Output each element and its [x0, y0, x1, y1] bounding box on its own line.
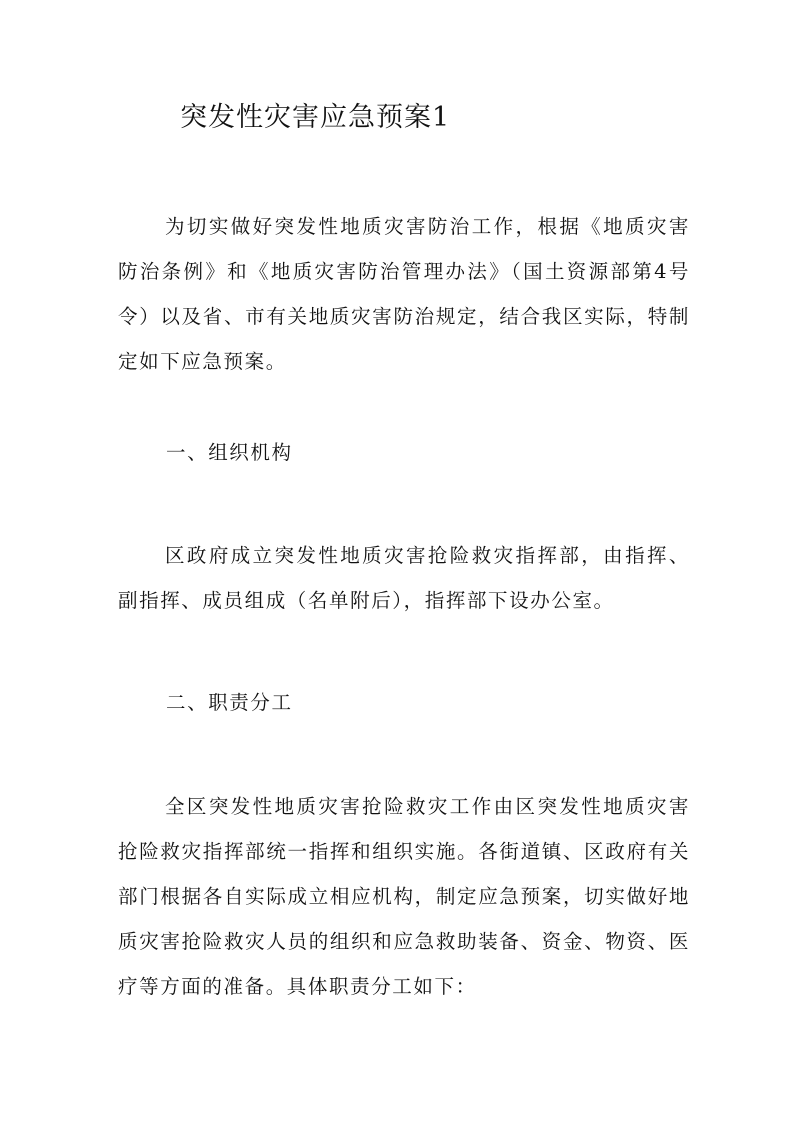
intro-paragraph: 为切实做好突发性地质灾害防治工作，根据《地质灾害防治条例》和《地质灾害防治管理办法》（国土资源部第4号令）以及省、市有关地质灾害防治规定，结合我区实际，特制定如下应急预案。: [118, 215, 690, 373]
section-heading-organization: 一、组织机构: [166, 441, 293, 464]
section-heading-responsibilities: 二、职责分工: [166, 691, 293, 714]
responsibilities-paragraph: 全区突发性地质灾害抢险救灾工作由区突发性地质灾害抢险救灾指挥部统一指挥和组织实施。各街道镇、区政府有关部门根据各自实际成立相应机构，制定应急预案，切实做好地质灾害抢险救灾人员的组织和应急救助装备、资金、物资、医疗等方面的准备。具体职责分工如下：: [118, 795, 690, 998]
document-title: 突发性灾害应急预案1: [180, 102, 451, 133]
organization-paragraph: 区政府成立突发性地质灾害抢险救灾指挥部，由指挥、副指挥、成员组成（名单附后），指挥部下设办公室。: [118, 544, 690, 612]
